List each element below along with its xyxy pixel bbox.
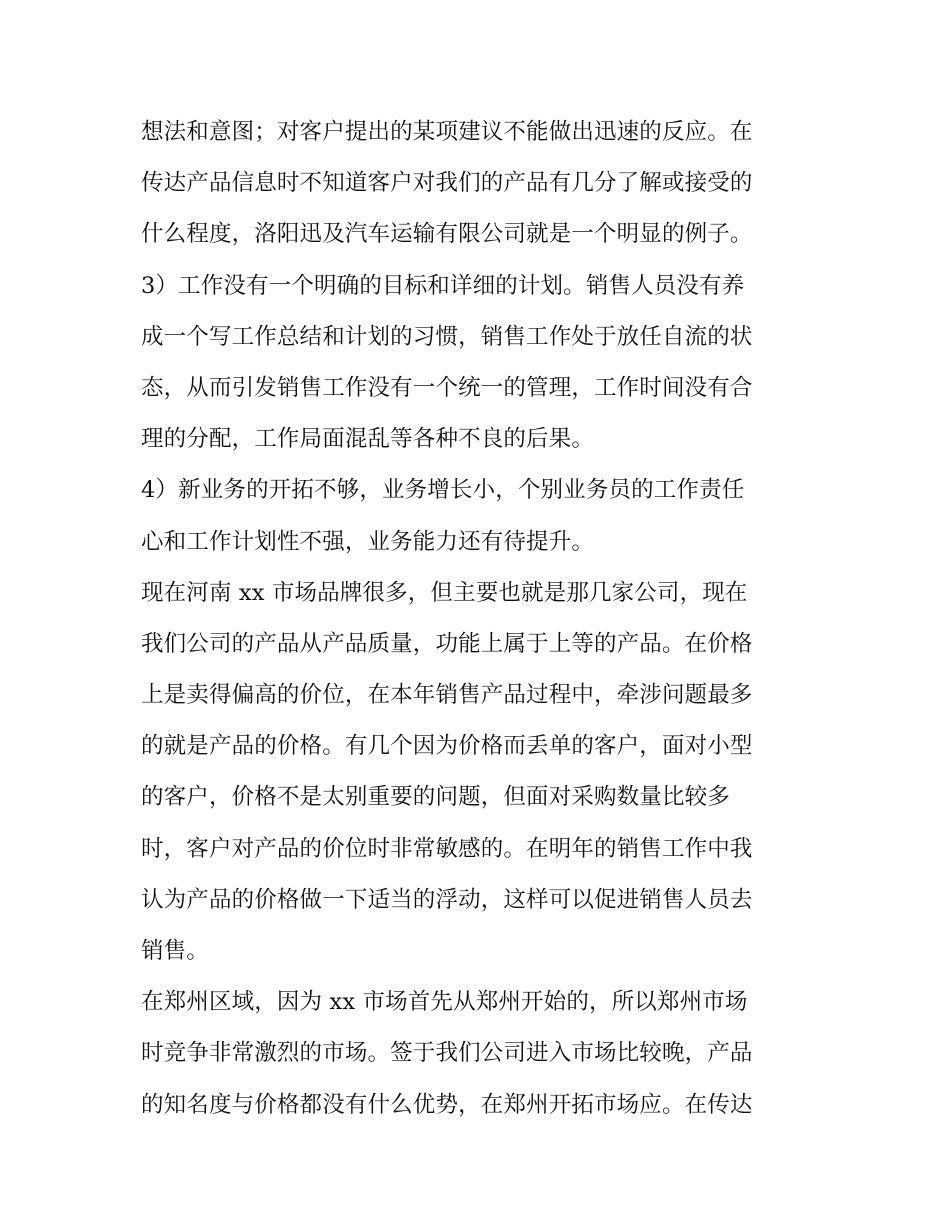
text-line-6: 态，从而引发销售工作没有一个统一的管理，工作时间没有合 <box>141 374 753 401</box>
text-line-5: 成一个写工作总结和计划的习惯，销售工作处于放任自流的状 <box>141 323 753 350</box>
text-line-1: 想法和意图；对客户提出的某项建议不能做出迅速的反应。在 <box>141 119 753 145</box>
text-line-17: 销售。 <box>141 938 209 964</box>
text-line-15: 时，客户对产品的价位时非常敏感的。在明年的销售工作中我 <box>141 835 753 862</box>
text-line-11: 我们公司的产品从产品质量，功能上属于上等的产品。在价格 <box>141 630 753 657</box>
text-line-12: 上是卖得偏高的价位，在本年销售产品过程中，牵涉问题最多 <box>141 682 753 709</box>
text-line-8: 4）新业务的开拓不够，业务增长小，个别业务员的工作责任 <box>141 477 745 504</box>
text-line-10: 现在河南 xx 市场品牌很多，但主要也就是那几家公司，现在 <box>141 579 748 606</box>
text-line-9: 心和工作计划性不强，业务能力还有待提升。 <box>141 528 595 555</box>
text-line-13: 的就是产品的价格。有几个因为价格而丢单的客户，面对小型 <box>141 733 753 760</box>
text-line-7: 理的分配，工作局面混乱等各种不良的后果。 <box>141 426 595 453</box>
text-line-3: 什么程度，洛阳迅及汽车运输有限公司就是一个明显的例子。 <box>141 221 753 248</box>
text-line-20: 的知名度与价格都没有什么优势，在郑州开拓市场应。在传达 <box>141 1091 753 1118</box>
text-line-16: 认为产品的价格做一下适当的浮动，这样可以促进销售人员去 <box>141 886 753 913</box>
text-line-18: 在郑州区域，因为 xx 市场首先从郑州开始的，所以郑州市场 <box>141 989 748 1016</box>
text-line-19: 时竞争非常激烈的市场。签于我们公司进入市场比较晚，产品 <box>141 1040 753 1067</box>
text-line-14: 的客户，价格不是太别重要的问题，但面对采购数量比较多 <box>141 784 730 811</box>
text-line-2: 传达产品信息时不知道客户对我们的产品有几分了解或接受的 <box>141 170 753 197</box>
text-line-4: 3）工作没有一个明确的目标和详细的计划。销售人员没有养 <box>141 272 745 299</box>
body-text <box>141 107 821 1131</box>
